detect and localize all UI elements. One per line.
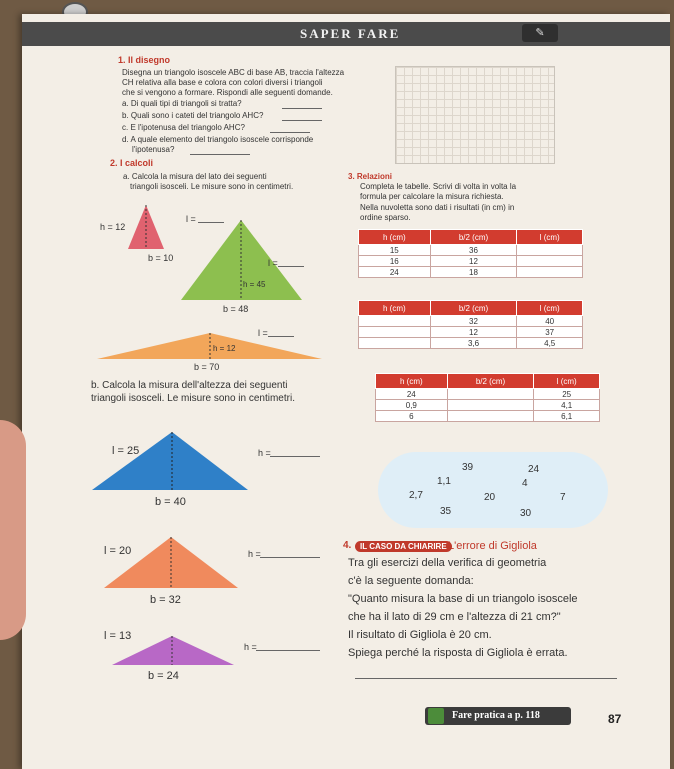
s2-a-line2: triangoli isosceli. Le misure sono in centimetri. bbox=[130, 182, 294, 191]
t1-height: h = 12 bbox=[100, 222, 126, 232]
cloud-value: 4 bbox=[522, 478, 528, 489]
col-b2: b/2 (cm) bbox=[447, 374, 534, 389]
cloud-value: 1,1 bbox=[437, 476, 451, 487]
table-input-cell[interactable] bbox=[359, 316, 431, 327]
s4-title: L'errore di Gigliola bbox=[448, 540, 537, 552]
table-row: 3,6 4,5 bbox=[359, 338, 583, 349]
t4-side: l = 25 bbox=[112, 445, 140, 457]
t6-height: h = bbox=[244, 642, 257, 652]
table-row: 6 6,1 bbox=[376, 411, 600, 422]
col-h: h (cm) bbox=[359, 301, 431, 316]
practice-icon bbox=[428, 708, 444, 724]
t2-side: l = bbox=[268, 258, 278, 268]
relation-table-1 bbox=[358, 229, 583, 278]
table-input-cell[interactable] bbox=[447, 411, 534, 422]
s1-intro-1: Disegna un triangolo isoscele ABC di base AB, traccia l'altezza bbox=[122, 68, 345, 77]
s1-question-b: b. Quali sono i cateti del triangolo AHC? bbox=[122, 111, 264, 120]
col-l: l (cm) bbox=[534, 374, 600, 389]
s1-intro-3: che si vengono a formare. Rispondi alle seguenti domande. bbox=[122, 88, 333, 97]
cloud-value: 20 bbox=[484, 492, 496, 503]
s4-answer-line[interactable] bbox=[355, 678, 617, 679]
cloud-value: 2,7 bbox=[409, 490, 423, 501]
cloud-value: 39 bbox=[462, 462, 474, 473]
t6-answer-line[interactable] bbox=[256, 650, 320, 651]
s4-line4: che ha il lato di 29 cm e l'altezza di 21 cm?" bbox=[348, 611, 561, 623]
t1-side: l = bbox=[186, 214, 196, 224]
s2-a-line1: a. Calcola la misura del lato dei seguenti bbox=[123, 172, 267, 181]
table-row: 32 40 bbox=[359, 316, 583, 327]
col-l: l (cm) bbox=[517, 301, 583, 316]
cloud-value: 24 bbox=[528, 464, 540, 475]
col-b2: b/2 (cm) bbox=[430, 230, 517, 245]
table-row: 16 12 bbox=[359, 256, 583, 267]
s2-b-line2: triangoli isosceli. Le misure sono in centimetri. bbox=[91, 393, 295, 404]
t3-answer-line[interactable] bbox=[268, 336, 294, 337]
cloud-value: 7 bbox=[560, 492, 566, 503]
triangle-4 bbox=[92, 432, 248, 490]
s4-line2: c'è la seguente domanda: bbox=[348, 575, 474, 587]
table-input-cell[interactable] bbox=[517, 267, 583, 278]
s1-question-d1: d. A quale elemento del triangolo isoscele corrisponde bbox=[122, 135, 314, 144]
s4-badge: IL CASO DA CHIARIRE bbox=[355, 541, 452, 552]
t2-height: h = 45 bbox=[243, 280, 266, 289]
table-row: 0,9 4,1 bbox=[376, 400, 600, 411]
col-b2: b/2 (cm) bbox=[430, 301, 517, 316]
table-row: 12 37 bbox=[359, 327, 583, 338]
t6-side: l = 13 bbox=[104, 630, 132, 642]
col-l: l (cm) bbox=[517, 230, 583, 245]
t5-height: h = bbox=[248, 549, 261, 559]
s4-line5: Il risultato di Gigliola è 20 cm. bbox=[348, 629, 492, 641]
s2-b-line1: b. Calcola la misura dell'altezza dei seguenti bbox=[91, 380, 288, 391]
s3-line3: Nella nuvoletta sono dati i risultati (in cm) in bbox=[360, 203, 515, 212]
t4-height: h = bbox=[258, 448, 271, 458]
table-input-cell[interactable] bbox=[359, 338, 431, 349]
s1-question-d2: l'ipotenusa? bbox=[132, 145, 175, 154]
table-input-cell[interactable] bbox=[447, 389, 534, 400]
s4-line3: "Quanto misura la base di un triangolo isoscele bbox=[348, 593, 578, 605]
col-h: h (cm) bbox=[359, 230, 431, 245]
s1-question-a: a. Di quali tipi di triangoli si tratta? bbox=[122, 99, 242, 108]
s3-title: 3. Relazioni bbox=[348, 172, 393, 181]
t2-base: b = 48 bbox=[223, 304, 249, 314]
relation-table-2 bbox=[358, 300, 583, 349]
table-input-cell[interactable] bbox=[359, 327, 431, 338]
s1-title: 1. Il disegno bbox=[118, 55, 171, 65]
cloud-value: 30 bbox=[520, 508, 532, 519]
t3-height: h = 12 bbox=[213, 344, 236, 353]
edit-icon[interactable]: ✎ bbox=[522, 24, 558, 42]
banner-title: SAPER FARE bbox=[300, 26, 401, 41]
col-h: h (cm) bbox=[376, 374, 448, 389]
relation-table-3 bbox=[375, 373, 600, 422]
t5-side: l = 20 bbox=[104, 545, 132, 557]
table-row: 24 18 bbox=[359, 267, 583, 278]
s3-line2: formula per calcolare la misura richiesta. bbox=[360, 192, 504, 201]
s3-line1: Completa le tabelle. Scrivi di volta in volta la bbox=[360, 182, 517, 191]
s3-line4: ordine sparso. bbox=[360, 213, 411, 222]
t3-side: l = bbox=[258, 328, 268, 338]
t1-base: b = 10 bbox=[148, 253, 174, 263]
t6-base: b = 24 bbox=[148, 670, 179, 682]
t5-answer-line[interactable] bbox=[260, 557, 320, 558]
t2-answer-line[interactable] bbox=[278, 266, 304, 267]
t4-base: b = 40 bbox=[155, 496, 186, 508]
s1-intro-2: CH relativa alla base e colora con colori diversi i triangoli bbox=[122, 78, 323, 87]
table-input-cell[interactable] bbox=[447, 400, 534, 411]
practice-link[interactable]: Fare pratica a p. 118 bbox=[452, 710, 540, 721]
cloud-value: 35 bbox=[440, 506, 452, 517]
s1-question-c: c. E l'ipotenusa del triangolo AHC? bbox=[122, 123, 245, 132]
table-row: 24 25 bbox=[376, 389, 600, 400]
table-input-cell[interactable] bbox=[517, 245, 583, 256]
t1-answer-line[interactable] bbox=[198, 222, 224, 223]
s2-title: 2. I calcoli bbox=[110, 158, 154, 168]
s4-line1: Tra gli esercizi della verifica di geometria bbox=[348, 557, 547, 569]
t5-base: b = 32 bbox=[150, 594, 181, 606]
s4-number: 4. bbox=[343, 540, 352, 551]
table-row: 15 36 bbox=[359, 245, 583, 256]
table-input-cell[interactable] bbox=[517, 256, 583, 267]
page-number: 87 bbox=[608, 712, 622, 726]
s4-line6: Spiega perché la risposta di Gigliola è errata. bbox=[348, 647, 568, 659]
t4-answer-line[interactable] bbox=[270, 456, 320, 457]
t3-base: b = 70 bbox=[194, 362, 220, 372]
